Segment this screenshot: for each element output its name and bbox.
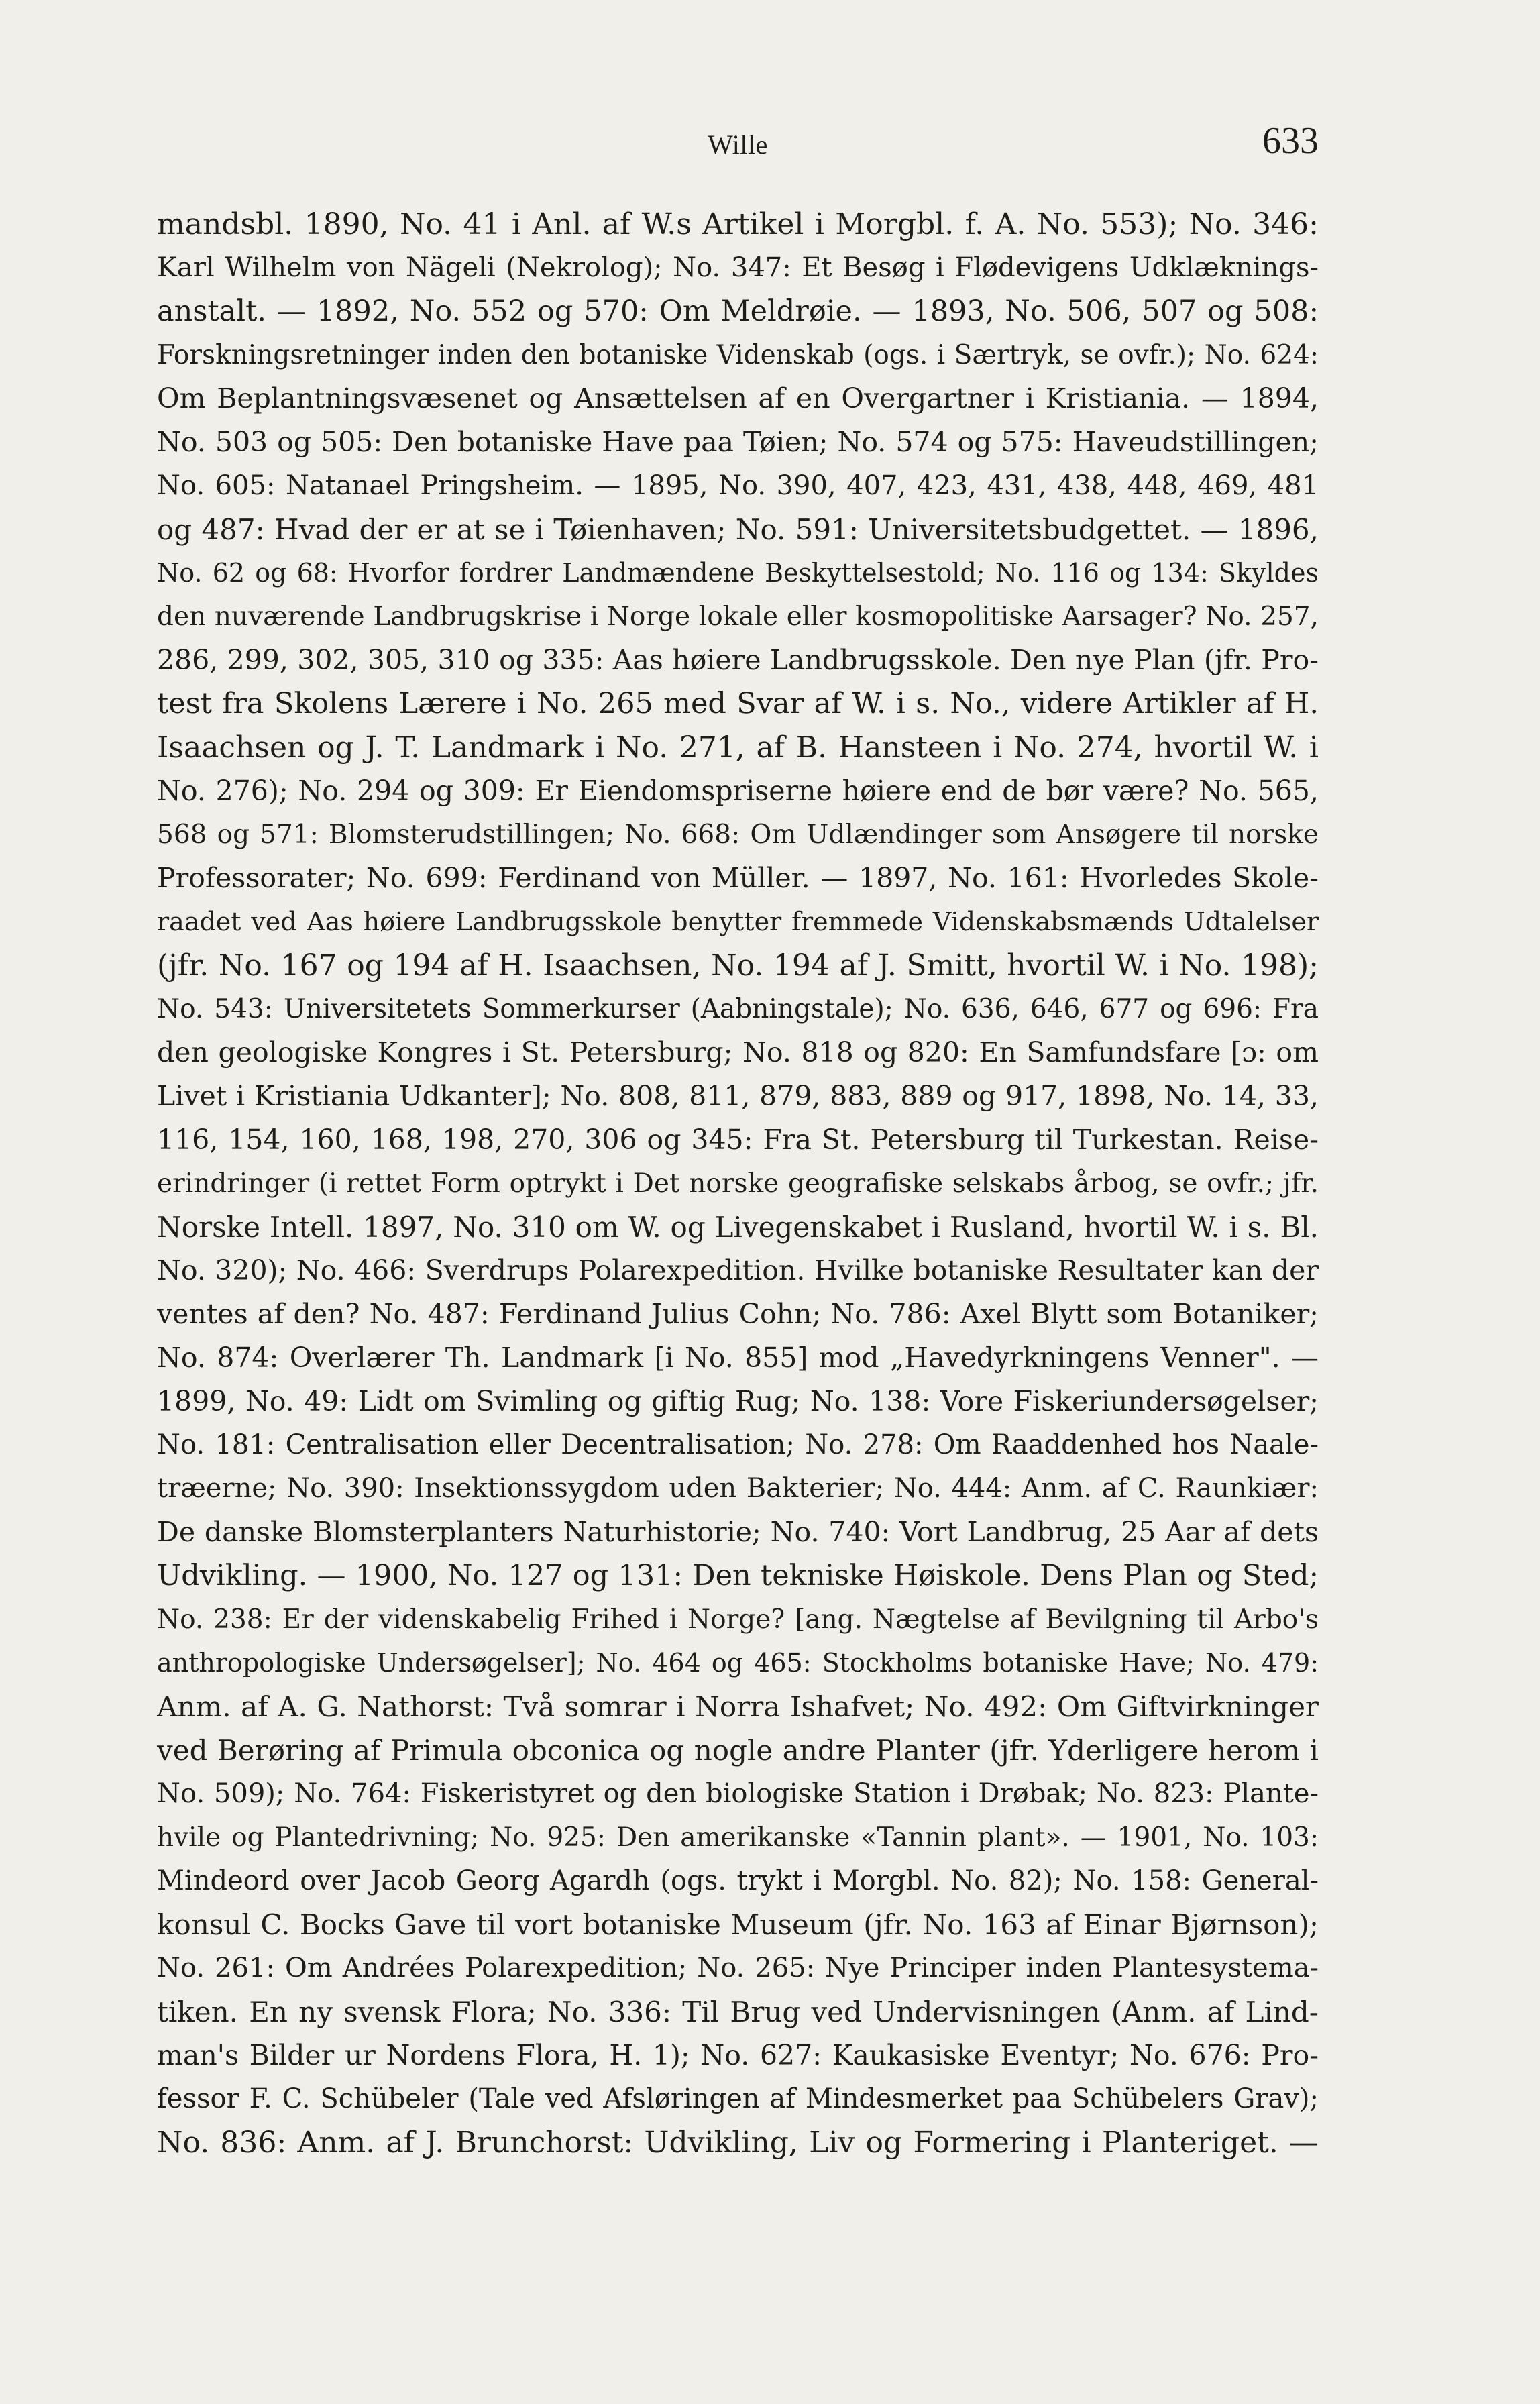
text-line: træerne; No. 390: Insektionssygdom uden Bakterier; No. 444: Anm. af C. Raunkiær: <box>157 1473 1319 1504</box>
text-line: anthropologiske Undersøgelser]; No. 464 og 465: Stockholms botaniske Have; No. 479: <box>157 1648 1319 1678</box>
text-line: No. 605: Natanael Pringsheim. — 1895, No. 390, 407, 423, 431, 438, 448, 469, 481 <box>157 470 1319 501</box>
text-line: No. 181: Centralisation eller Decentralisation; No. 278: Om Raaddenhed hos Naale- <box>157 1429 1319 1460</box>
page-number: 633 <box>1262 120 1319 162</box>
text-line: Karl Wilhelm von Nägeli (Nekrolog); No. 347: Et Besøg i Flødevigens Udklæknings- <box>157 252 1319 283</box>
text-line: No. 238: Er der videnskabelig Frihed i Norge? [ang. Nægtelse af Bevilgning til Arbo's <box>157 1604 1319 1635</box>
text-line: No. 836: Anm. af J. Brunchorst: Udvikling, Liv og Formering i Planteriget. — <box>157 2126 1319 2160</box>
text-line: ved Berøring af Primula obconica og nogle andre Planter (jfr. Yderligere herom i <box>157 1734 1319 1767</box>
text-line: Anm. af A. G. Nathorst: Två somrar i Norra Ishafvet; No. 492: Om Giftvirkninger <box>157 1690 1319 1723</box>
text-line: No. 261: Om Andrées Polarexpedition; No. 265: Nye Principer inden Plantesystema- <box>157 1953 1319 1983</box>
text-line: De danske Blomsterplanters Naturhistorie; No. 740: Vort Landbrug, 25 Aar af dets <box>157 1516 1319 1548</box>
text-line: Mindeord over Jacob Georg Agardh (ogs. trykt i Morgbl. No. 82); No. 158: General- <box>157 1865 1319 1896</box>
text-line: ventes af den? No. 487: Ferdinand Julius Cohn; No. 786: Axel Blytt som Botaniker; <box>157 1298 1319 1330</box>
text-line: mandsbl. 1890, No. 41 i Anl. af W.s Artikel i Morgbl. f. A. No. 553); No. 346: <box>157 207 1319 241</box>
text-line: man's Bilder ur Nordens Flora, H. 1); No. 627: Kaukasiske Eventyr; No. 676: Pro- <box>157 2039 1319 2071</box>
text-line: Forskningsretninger inden den botaniske Videnskab (ogs. i Særtryk, se ovfr.); No. 624: <box>157 340 1319 370</box>
text-line: No. 543: Universitetets Sommerkurser (Aabningstale); No. 636, 646, 677 og 696: Fra <box>157 994 1319 1024</box>
text-line: Isaachsen og J. T. Landmark i No. 271, af B. Hansteen i No. 274, hvortil W. i <box>157 730 1319 765</box>
text-line: 116, 154, 160, 168, 198, 270, 306 og 345: Fra St. Petersburg til Turkestan. Reise- <box>157 1124 1319 1156</box>
body-text <box>157 203 1319 2165</box>
text-line: No. 503 og 505: Den botaniske Have paa Tøien; No. 574 og 575: Haveudstillingen; <box>157 426 1319 458</box>
text-line: No. 276); No. 294 og 309: Er Eiendomspriserne høiere end de bør være? No. 565, <box>157 775 1319 807</box>
text-line: anstalt. — 1892, No. 552 og 570: Om Meldrøie. — 1893, No. 506, 507 og 508: <box>157 294 1319 328</box>
text-line: hvile og Plantedrivning; No. 925: Den amerikanske «Tannin plant». — 1901, No. 103: <box>157 1822 1319 1853</box>
text-line: den geologiske Kongres i St. Petersburg; No. 818 og 820: En Samfundsfare [ɔ: om <box>157 1036 1319 1069</box>
text-line: 1899, No. 49: Lidt om Svimling og giftig Rug; No. 138: Vore Fiskeriundersøgelser; <box>157 1385 1319 1417</box>
text-line: fessor F. C. Schübeler (Tale ved Afsløringen af Mindesmerket paa Schübelers Grav); <box>157 2083 1319 2114</box>
text-line: konsul C. Bocks Gave til vort botaniske Museum (jfr. No. 163 af Einar Bjørnson); <box>157 1908 1319 1941</box>
text-line: (jfr. No. 167 og 194 af H. Isaachsen, No. 194 af J. Smitt, hvortil W. i No. 198); <box>157 948 1319 983</box>
page-header <box>157 119 1319 173</box>
text-line: Professorater; No. 699: Ferdinand von Müller. — 1897, No. 161: Hvorledes Skole- <box>157 862 1319 894</box>
text-line: Om Beplantningsvæsenet og Ansættelsen af en Overgartner i Kristiania. — 1894, <box>157 382 1319 415</box>
text-line: tiken. En ny svensk Flora; No. 336: Til Brug ved Undervisningen (Anm. af Lind- <box>157 1996 1319 2028</box>
text-line: og 487: Hvad der er at se i Tøienhaven; No. 591: Universitetsbudgettet. — 1896, <box>157 513 1319 546</box>
text-line: den nuværende Landbrugskrise i Norge lokale eller kosmopolitiske Aarsager? No. 257, <box>157 602 1319 632</box>
text-line: Norske Intell. 1897, No. 310 om W. og Livegenskabet i Rusland, hvortil W. i s. Bl. <box>157 1211 1319 1244</box>
text-line: No. 874: Overlærer Th. Landmark [i No. 855] mod „Havedyrkningens Venner". — <box>157 1342 1319 1374</box>
text-line: raadet ved Aas høiere Landbrugsskole benytter fremmede Videnskabsmænds Udtalelser <box>157 907 1319 936</box>
text-line: 286, 299, 302, 305, 310 og 335: Aas høiere Landbrugsskole. Den nye Plan (jfr. Pro- <box>157 644 1319 676</box>
text-line: Livet i Kristiania Udkanter]; No. 808, 811, 879, 883, 889 og 917, 1898, No. 14, 33, <box>157 1080 1319 1112</box>
running-head: Wille <box>708 129 768 160</box>
text-line: No. 320); No. 466: Sverdrups Polarexpedition. Hvilke botaniske Resultater kan der <box>157 1254 1319 1287</box>
text-line: No. 62 og 68: Hvorfor fordrer Landmændene Beskyttelsestold; No. 116 og 134: Skyldes <box>157 558 1319 588</box>
text-line: Udvikling. — 1900, No. 127 og 131: Den tekniske Høiskole. Dens Plan og Sted; <box>157 1559 1319 1592</box>
text-line: erindringer (i rettet Form optrykt i Det norske geografiske selskabs årbog, se ovfr.; jfr. <box>157 1168 1319 1199</box>
text-line: 568 og 571: Blomsterudstillingen; No. 668: Om Udlændinger som Ansøgere til norske <box>157 820 1319 850</box>
text-line: No. 509); No. 764: Fiskeristyret og den biologiske Station i Drøbak; No. 823: Plante- <box>157 1778 1319 1809</box>
text-line: test fra Skolens Lærere i No. 265 med Svar af W. i s. No., videre Artikler af H. <box>157 687 1319 720</box>
